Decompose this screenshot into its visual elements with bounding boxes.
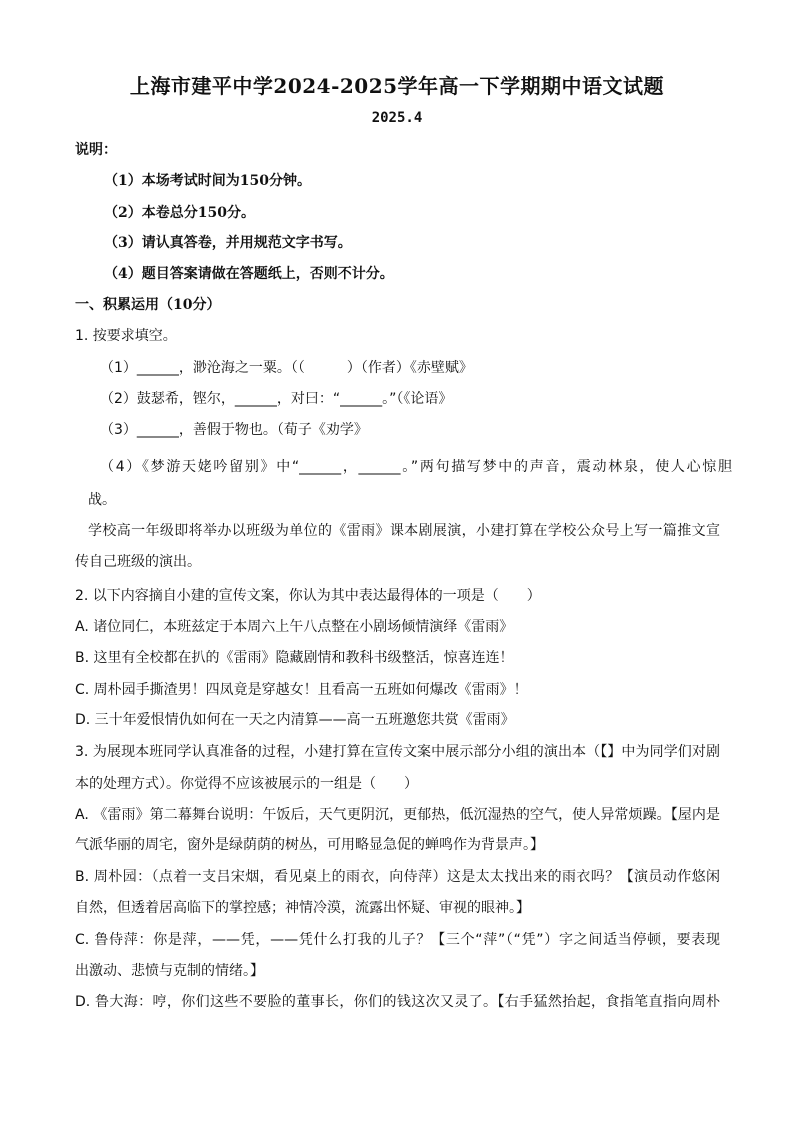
- q2-option-b: B. 这里有全校都在扒的《雷雨》隐藏剧情和教科书级整活，惊喜连连！: [75, 650, 514, 666]
- q1-line: （4）《梦游天姥吟留别》中“______，______。”两句描写梦中的声音，震动林泉，使人心惊胆: [100, 459, 732, 475]
- q3-option-b: 自然，但透着居高临下的掌控感；神情冷漠，流露出怀疑、审视的眼神。】: [75, 900, 530, 916]
- q3-option-a: 气派华丽的周宅，窗外是绿荫荫的树丛，可用略显急促的蝉鸣作为背景声。】: [75, 837, 544, 853]
- q1-line: （2）鼓瑟希，铿尔，______，对曰：“______。”（《论语》: [100, 391, 453, 407]
- note-item: （3）请认真答卷，并用规范文字书写。: [104, 235, 352, 251]
- q2-option-c: C. 周朴园手撕渣男！四凤竟是穿越女！且看高一五班如何爆改《雷雨》！: [75, 682, 528, 698]
- context-paragraph: 传自己班级的演出。: [75, 554, 201, 570]
- question-3-stem: 本的处理方式）。你觉得不应该被展示的一组是（ ）: [75, 776, 418, 792]
- section-heading: 一、积累运用（10分）: [75, 297, 221, 313]
- q3-option-a: A. 《雷雨》第二幕舞台说明：午饭后，天气更阴沉，更郁热，低沉湿热的空气，使人异常烦躁。【屋内是: [75, 807, 720, 823]
- q3-option-b: B. 周朴园：（点着一支吕宋烟，看见桌上的雨衣，向侍萍）这是太太找出来的雨衣吗？【演员动作悠闲: [75, 869, 720, 885]
- q1-line: （3）______，善假于物也。（荀子《劝学》: [100, 422, 368, 438]
- notes-heading: 说明：: [75, 142, 117, 158]
- q3-option-c: C. 鲁侍萍：你是萍，——凭，——凭什么打我的儿子？【三个“萍”（“凭”）字之间适当停顿，要表现: [75, 932, 720, 948]
- q3-option-c: 出激动、悲愤与克制的情绪。】: [75, 963, 264, 979]
- question-2-stem: 2. 以下内容摘自小建的宣传文案，你认为其中表达最得体的一项是（ ）: [75, 588, 541, 604]
- q3-option-d: D. 鲁大海：哼，你们这些不要脸的董事长，你们的钱这次又灵了。【右手猛然抬起，食指笔直指向周朴: [75, 994, 720, 1010]
- context-paragraph: 学校高一年级即将举办以班级为单位的《雷雨》课本剧展演，小建打算在学校公众号上写一篇推文宣: [88, 523, 720, 539]
- note-item: （1）本场考试时间为150分钟。: [104, 173, 311, 189]
- page-title: 上海市建平中学2024-2025学年高一下学期期中语文试题: [129, 74, 665, 98]
- q2-option-a: A. 诸位同仁，本班兹定于本周六上午八点整在小剧场倾情演绎《雷雨》: [75, 619, 514, 635]
- question-3-stem: 3. 为展现本班同学认真准备的过程，小建打算在宣传文案中展示部分小组的演出本（【】中为同学们对剧: [75, 744, 720, 760]
- note-item: （4）题目答案请做在答题纸上，否则不计分。: [104, 266, 394, 282]
- note-item: （2）本卷总分150分。: [104, 205, 255, 221]
- exam-date: 2025.4: [371, 110, 423, 126]
- q1-line: 战。: [88, 492, 116, 508]
- q2-option-d: D. 三十年爱恨情仇如何在一天之内清算——高一五班邀您共赏《雷雨》: [75, 712, 515, 728]
- question-1-stem: 1. 按要求填空。: [75, 328, 177, 344]
- q1-line: （1）______，渺沧海之一粟。（（ ）（作者）《赤壁赋》: [100, 360, 473, 376]
